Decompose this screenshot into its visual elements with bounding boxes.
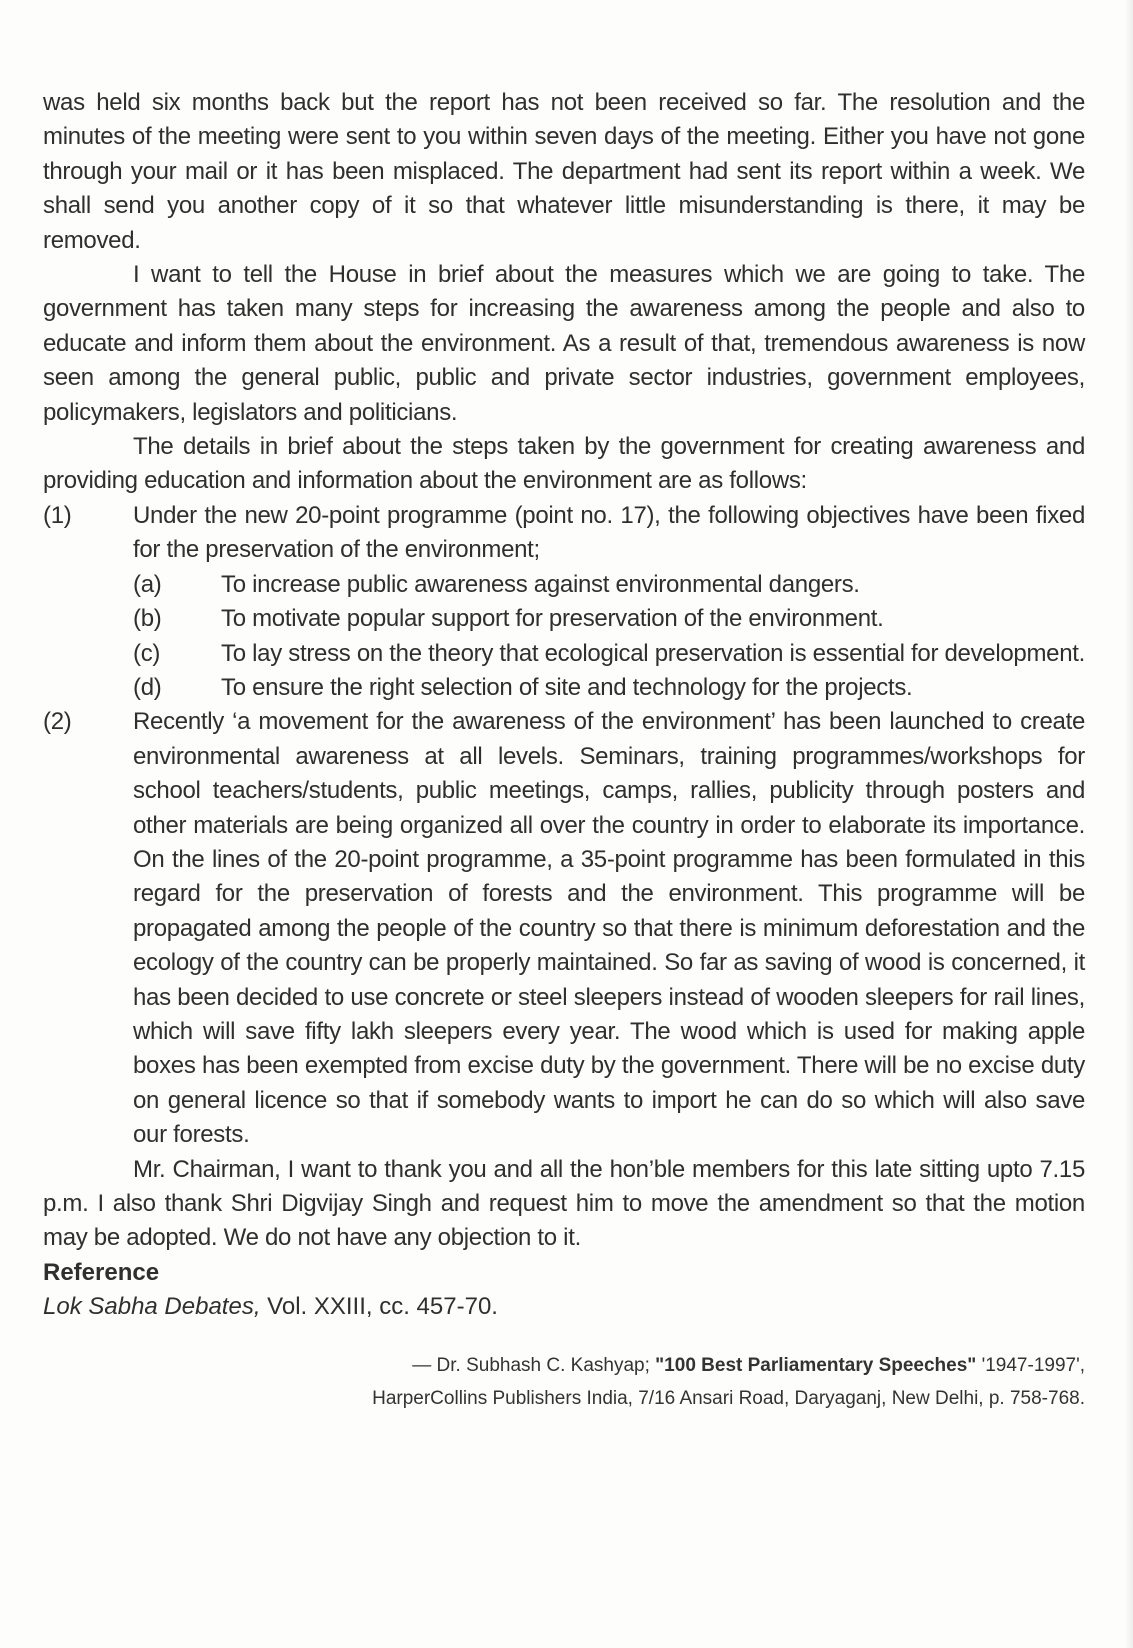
- sublist-item-text: To motivate popular support for preservation of the environment.: [221, 605, 884, 633]
- sublist-item-a: [43, 568, 1085, 602]
- sublist-letter: (b): [133, 605, 162, 633]
- list-item-2: [43, 705, 1085, 1152]
- paragraph-2: I want to tell the House in brief about the measures which we are going to take. The government has taken many steps for increasing the awareness among the people and also to educate and inform them about the environment. As a result of that, tremendous awareness is now seen among the general public, public and private sector industries, government employees, policymakers, legislators and politicians.: [43, 261, 1085, 426]
- list-number: (1): [43, 501, 72, 529]
- sublist-item-c: [43, 637, 1085, 671]
- sublist-letter: (d): [133, 673, 162, 701]
- paragraph-4: Mr. Chairman, I want to thank you and all the hon’ble members for this late sitting upto 7.15 p.m. I also thank Shri Digvijay Singh and request him to move the amendment so that the motion may be adopted. We do not have any objection to it.: [43, 1155, 1085, 1252]
- reference-heading: Reference: [43, 1258, 160, 1286]
- citation-line-1: [43, 1349, 1085, 1382]
- sublist-item-text: To lay stress on the theory that ecological preservation is essential for development.: [221, 639, 1086, 667]
- paragraph-1: was held six months back but the report has not been received so far. The resolution and the minutes of the meeting were sent to you within seven days of the meeting. Either you have not gone through your mail or it has been misplaced. The department had sent its report within a week. We shall send you another copy of it so that whatever little misunderstanding is there, it may be removed.: [43, 89, 1085, 254]
- list-item-text: Recently ‘a movement for the awareness of the environment’ has been launched to create environmental awareness at all levels. Seminars, training programmes/workshops for school teachers/students, public meetings, camps, rallies, publicity through posters and other materials are being organized all over the country in order to elaborate its importance. On the lines of the 20-point programme, a 35-point programme has been formulated in this regard for the preservation of forests and the environment. This programme will be propagated among the people of the country so that there is minimum deforestation and the ecology of the country can be properly maintained. So far as saving of wood is concerned, it has been decided to use concrete or steel sleepers instead of wooden sleepers for rail lines, which will save fifty lakh sleepers every year. The wood which is used for making apple boxes has been exempted from excise duty by the government. There will be no excise duty on general licence so that if somebody wants to import he can do so which will also save our forests.: [133, 708, 1085, 1149]
- citation: [43, 1349, 1085, 1415]
- sublist-item-text: To ensure the right selection of site and technology for the projects.: [221, 673, 913, 701]
- list-item-text: Under the new 20-point programme (point no. 17), the following objectives have been fixed for the preservation of the environment;: [133, 501, 1085, 564]
- sublist-letter: (c): [133, 639, 161, 667]
- document-page: [43, 86, 1085, 1415]
- sublist-letter: (a): [133, 570, 162, 598]
- paragraph-3: The details in brief about the steps taken by the government for creating awareness and providing education and information about the environment are as follows:: [43, 433, 1085, 495]
- sublist-item-text: To increase public awareness against environmental dangers.: [221, 570, 860, 598]
- citation-years: '1947-1997',: [976, 1354, 1085, 1376]
- citation-publisher-line: HarperCollins Publishers India, 7/16 Ansari Road, Daryaganj, New Delhi, p. 758-768.: [372, 1387, 1085, 1409]
- citation-prefix: — Dr. Subhash C. Kashyap;: [412, 1354, 656, 1376]
- list-item-1: [43, 499, 1085, 568]
- page-edge-shadow: [1125, 0, 1133, 1648]
- sublist-item-d: [43, 671, 1085, 705]
- reference-source-detail: Vol. XXIII, cc. 457-70.: [260, 1293, 498, 1321]
- sublist-item-b: [43, 602, 1085, 636]
- reference-source: [43, 1290, 1085, 1324]
- list-number: (2): [43, 708, 72, 736]
- reference-source-title: Lok Sabha Debates,: [43, 1293, 261, 1321]
- citation-book-title: "100 Best Parliamentary Speeches": [655, 1354, 977, 1376]
